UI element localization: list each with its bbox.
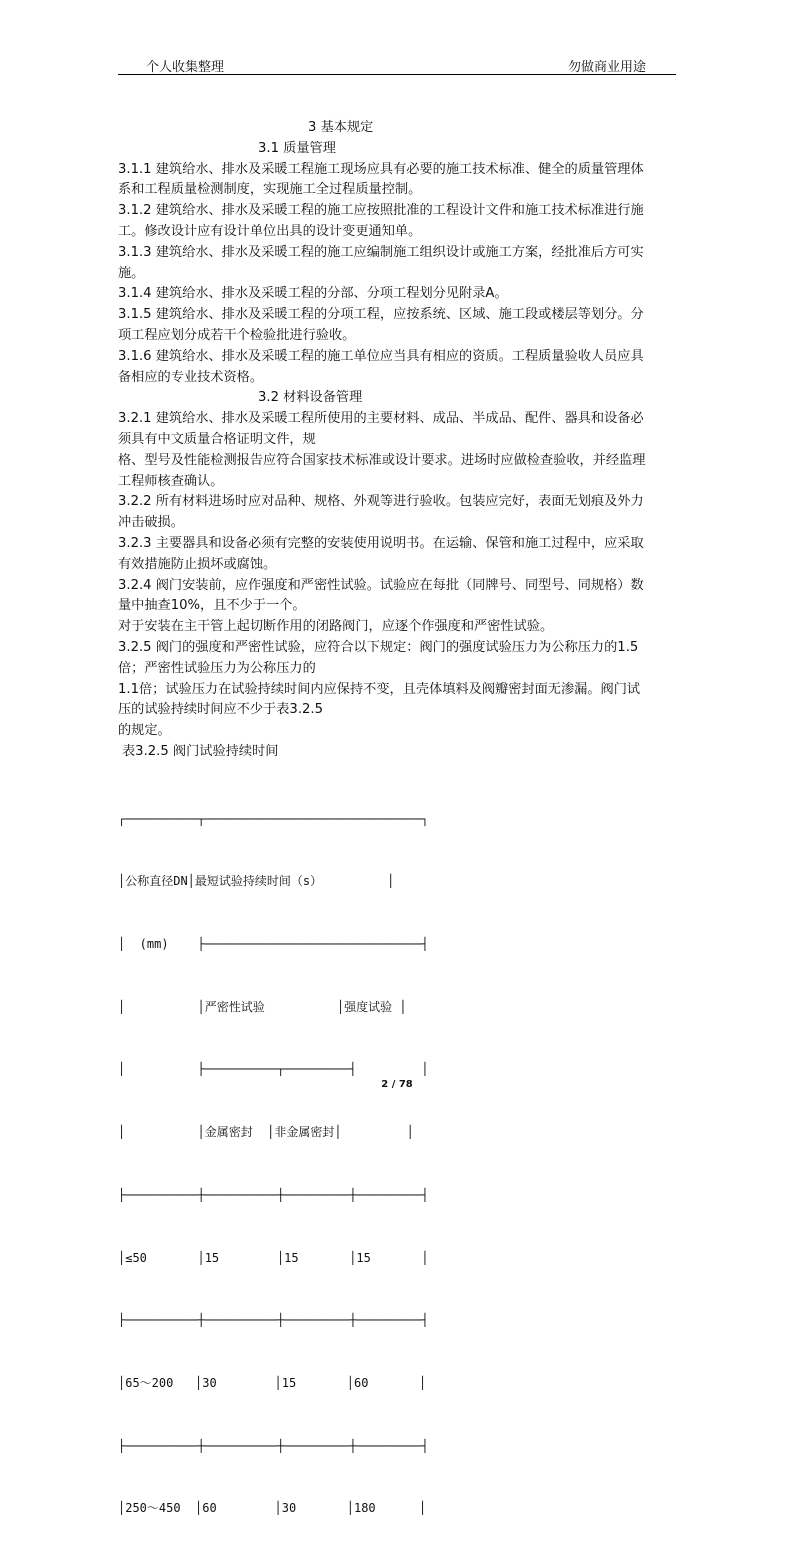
table-line: │250～450 │60 │30 │180 │ xyxy=(118,1501,427,1516)
text-line: 系和工程质量检测制度，实现施工全过程质量控制。 xyxy=(118,182,422,198)
document-body xyxy=(118,118,678,1561)
text-line: 施。 xyxy=(118,265,145,281)
text-line: 对于安装在主干管上起切断作用的闭路阀门，应逐个作强度和严密性试验。 xyxy=(118,619,554,635)
text-line: 的规定。 xyxy=(118,723,171,739)
table-line: │ ├──────────┬─────────┤ │ xyxy=(118,1062,429,1077)
section-heading-3-2: 3.2 材料设备管理 xyxy=(258,390,363,406)
text-line: 3.1.3 建筑给水、排水及采暖工程的施工应编制施工组织设计或施工方案，经批准后方可实 xyxy=(118,244,644,260)
page-header xyxy=(118,54,676,75)
page-number: 2 / 78 xyxy=(381,1079,413,1090)
text-line: 有效措施防止损坏或腐蚀。 xyxy=(118,556,277,572)
text-line: 压的试验持续时间应不少于表3.2.5 xyxy=(118,702,323,718)
table-line: │ │金属密封 │非金属密封│ │ xyxy=(118,1125,414,1140)
chapter-title: 3 基本规定 xyxy=(308,120,374,135)
text-line: 项工程应划分成若干个检验批进行验收。 xyxy=(118,327,356,343)
text-line: 3.2.2 所有材料进场时应对品种、规格、外观等进行验收。包装应完好，表面无划痕及外力 xyxy=(118,494,644,510)
text-line: 备相应的专业技术资格。 xyxy=(118,369,264,385)
table-line: ├──────────┼──────────┼─────────┼─────────┤ xyxy=(118,1438,429,1453)
table-line: │65～200 │30 │15 │60 │ xyxy=(118,1375,427,1390)
text-line: 3.1.2 建筑给水、排水及采暖工程的施工应按照批准的工程设计文件和施工技术标准进行施 xyxy=(118,203,644,219)
table-line: ┌──────────┬──────────────────────────────┐ xyxy=(118,811,429,826)
text-line: 冲击破损。 xyxy=(118,515,184,531)
text-line: 1.1倍；试验压力在试验持续时间内应保持不变，且壳体填料及阀瓣密封面无渗漏。阀门试 xyxy=(118,681,641,697)
header-left-text: 个人收集整理 xyxy=(146,60,225,75)
section-heading-3-1: 3.1 质量管理 xyxy=(258,140,336,156)
text-line: 工。修改设计应有设计单位出具的设计变更通知单。 xyxy=(118,223,422,239)
table-line: │ (mm) ├──────────────────────────────┤ xyxy=(118,936,429,951)
table-line: │公称直径DN│最短试验持续时间（s） │ xyxy=(118,874,395,889)
header-right-text: 勿做商业用途 xyxy=(567,60,646,75)
text-line: 量中抽查10%，且不少于一个。 xyxy=(118,598,306,614)
text-line: 3.2.1 建筑给水、排水及采暖工程所使用的主要材料、成品、半成品、配件、器具和设备必 xyxy=(118,411,644,427)
text-line: 3.2.4 阀门安装前，应作强度和严密性试验。试验应在每批（同牌号、同型号、同规格）数 xyxy=(118,577,644,593)
section-3-1-body xyxy=(118,160,678,389)
table-caption: 表3.2.5 阀门试验持续时间 xyxy=(122,743,279,759)
table-line: │≤50 │15 │15 │15 │ xyxy=(118,1250,429,1265)
valve-test-duration-table xyxy=(118,767,678,1561)
table-line: ├──────────┼──────────┼─────────┼─────────┤ xyxy=(118,1313,429,1328)
text-line: 工程师核查确认。 xyxy=(118,473,224,489)
text-line: 3.1.4 建筑给水、排水及采暖工程的分部、分项工程划分见附录A。 xyxy=(118,286,508,302)
text-line: 3.1.5 建筑给水、排水及采暖工程的分项工程，应按系统、区域、施工段或楼层等划分。分 xyxy=(118,307,644,323)
text-line: 倍；严密性试验压力为公称压力的 xyxy=(118,660,316,676)
table-line: │ │严密性试验 │强度试验 │ xyxy=(118,999,407,1014)
text-line: 格、型号及性能检测报告应符合国家技术标准或设计要求。进场时应做检查验收，并经监理 xyxy=(118,452,646,468)
text-line: 3.1.1 建筑给水、排水及采暖工程施工现场应具有必要的施工技术标准、健全的质量管理体 xyxy=(118,161,644,177)
text-line: 3.2.5 阀门的强度和严密性试验，应符合以下规定：阀门的强度试验压力为公称压力的1.5 xyxy=(118,639,639,655)
table-line: ├──────────┼──────────┼─────────┼─────────┤ xyxy=(118,1187,429,1202)
section-3-2-body xyxy=(118,409,678,742)
text-line: 3.1.6 建筑给水、排水及采暖工程的施工单位应当具有相应的资质。工程质量验收人员应具 xyxy=(118,348,644,364)
text-line: 须具有中文质量合格证明文件，规 xyxy=(118,431,316,447)
text-line: 3.2.3 主要器具和设备必须有完整的安装使用说明书。在运输、保管和施工过程中，应采取 xyxy=(118,535,644,551)
